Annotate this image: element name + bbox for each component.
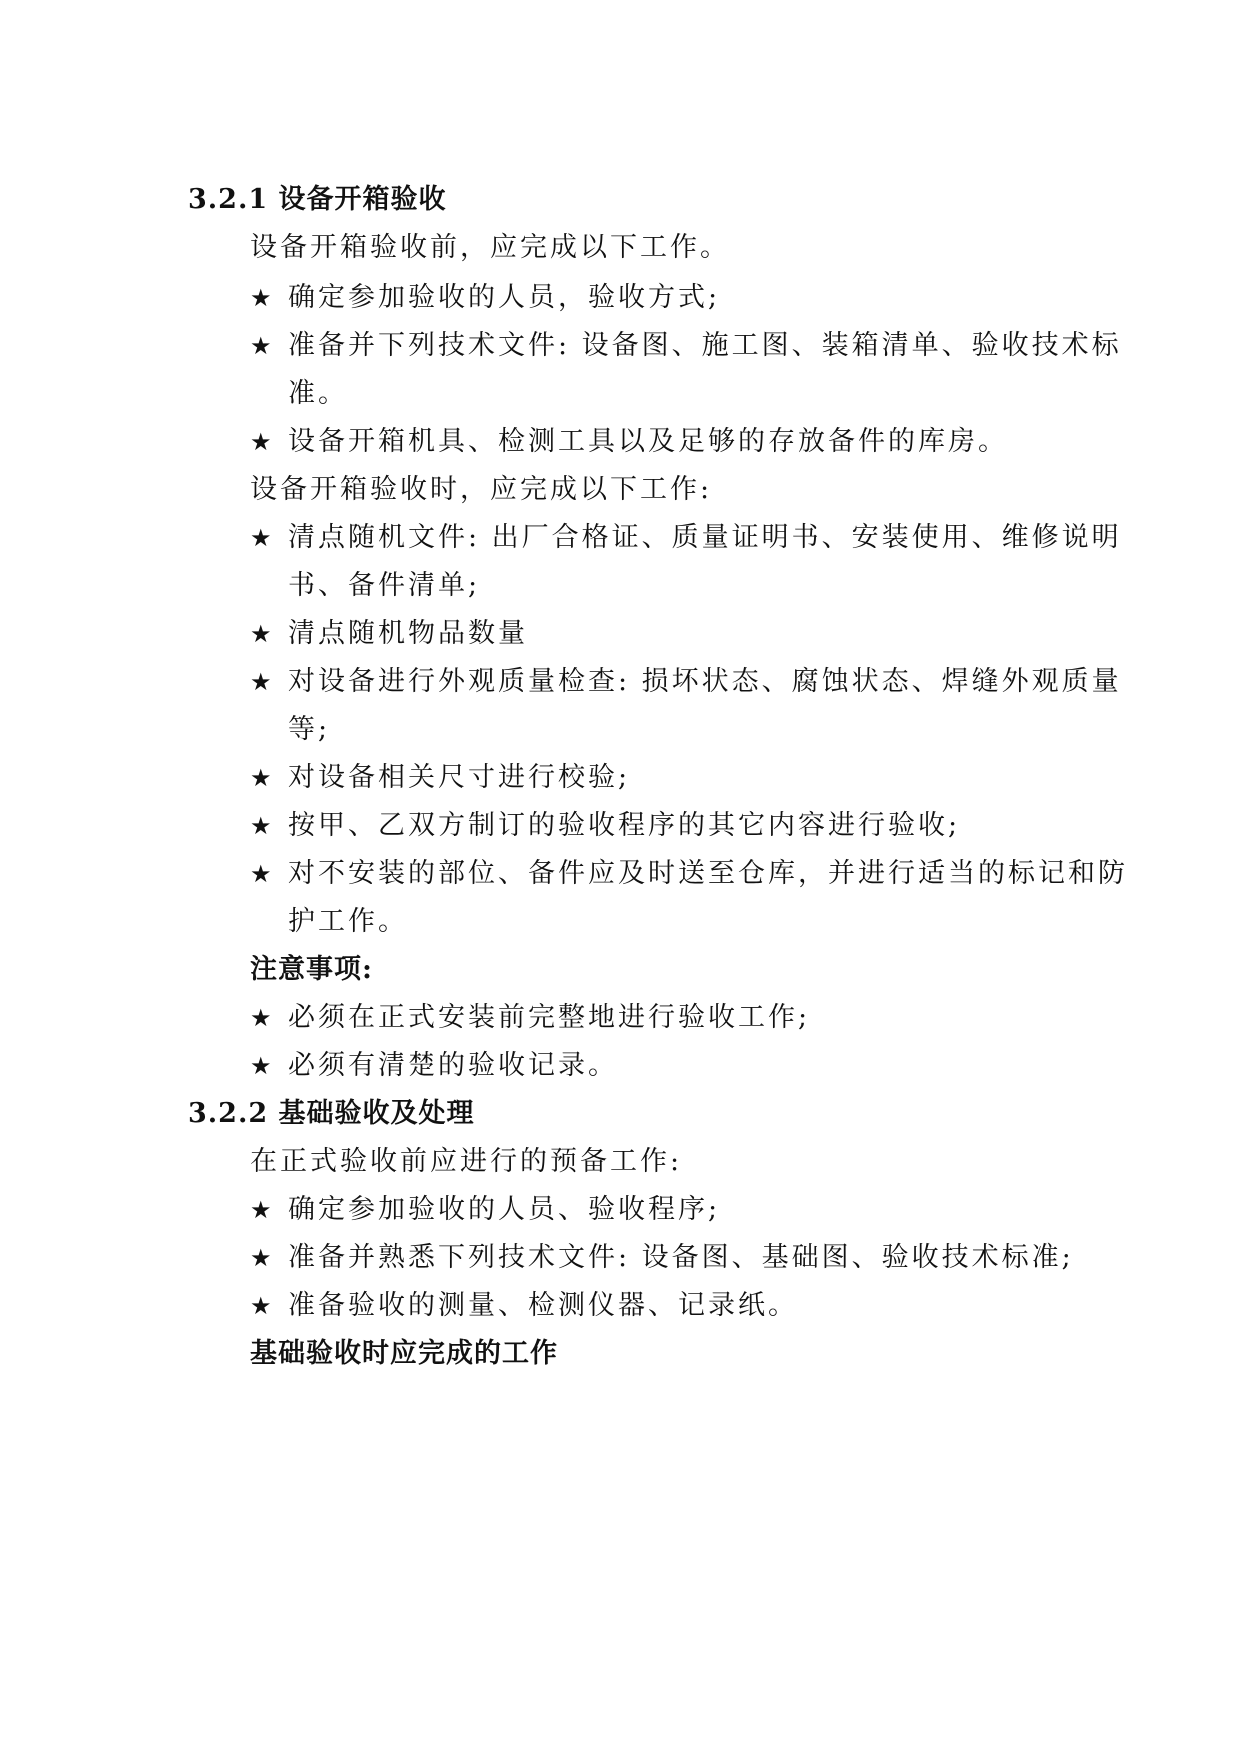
list-item: [250, 328, 1122, 364]
section-heading-3-2-1: 3.2.1 设备开箱验收: [188, 184, 447, 215]
intro-during-unboxing: 设备开箱验收时，应完成以下工作:: [250, 474, 713, 505]
star-bullet-icon: ★: [250, 764, 272, 792]
list-item-text: 对设备相关尺寸进行校验;: [288, 762, 631, 793]
star-bullet-icon: ★: [250, 1052, 272, 1080]
list-item: [250, 1048, 618, 1084]
section-heading-3-2-2: 3.2.2 基础验收及处理: [188, 1098, 475, 1129]
star-bullet-icon: ★: [250, 668, 272, 696]
list-item-text: 必须在正式安装前完整地进行验收工作;: [288, 1002, 811, 1033]
list-item-text: 对设备进行外观质量检查: 损坏状态、腐蚀状态、焊缝外观质量: [288, 666, 1122, 697]
list-item: [250, 424, 1008, 460]
list-item-text: 对不安装的部位、备件应及时送至仓库，并进行适当的标记和防: [288, 858, 1128, 889]
list-item: [250, 280, 720, 316]
star-bullet-icon: ★: [250, 620, 272, 648]
list-item-text: 设备开箱机具、检测工具以及足够的存放备件的库房。: [288, 426, 1008, 457]
list-item-text: 清点随机物品数量: [288, 618, 528, 649]
list-item: [250, 520, 1122, 556]
list-item-text: 按甲、乙双方制订的验收程序的其它内容进行验收;: [288, 810, 961, 841]
list-item: [250, 1240, 1074, 1276]
list-item-text: 必须有清楚的验收记录。: [288, 1050, 618, 1081]
star-bullet-icon: ★: [250, 1004, 272, 1032]
list-item: [250, 856, 1128, 892]
list-item-continuation: 护工作。: [288, 906, 408, 937]
notes-title: 注意事项:: [250, 954, 373, 985]
list-item-text: 清点随机文件: 出厂合格证、质量证明书、安装使用、维修说明: [288, 522, 1122, 553]
list-item-continuation: 等;: [288, 714, 331, 745]
star-bullet-icon: ★: [250, 812, 272, 840]
star-bullet-icon: ★: [250, 1244, 272, 1272]
star-bullet-icon: ★: [250, 860, 272, 888]
star-bullet-icon: ★: [250, 428, 272, 456]
list-item-text: 准备并下列技术文件: 设备图、施工图、装箱清单、验收技术标: [288, 330, 1122, 361]
star-bullet-icon: ★: [250, 1292, 272, 1320]
list-item: [250, 1192, 720, 1228]
list-item-text: 确定参加验收的人员，验收方式;: [288, 282, 721, 313]
list-item: [250, 808, 960, 844]
list-item: [250, 1288, 798, 1324]
star-bullet-icon: ★: [250, 284, 272, 312]
list-item-text: 确定参加验收的人员、验收程序;: [288, 1194, 721, 1225]
list-item-text: 准备并熟悉下列技术文件: 设备图、基础图、验收技术标准;: [288, 1242, 1074, 1273]
intro-foundation-prep: 在正式验收前应进行的预备工作:: [250, 1146, 683, 1177]
star-bullet-icon: ★: [250, 1196, 272, 1224]
list-item-continuation: 准。: [288, 378, 348, 409]
list-item-text: 准备验收的测量、检测仪器、记录纸。: [288, 1290, 798, 1321]
list-item: [250, 760, 630, 796]
star-bullet-icon: ★: [250, 332, 272, 360]
list-item: [250, 1000, 810, 1036]
list-item: [250, 616, 528, 652]
foundation-acceptance-subheading: 基础验收时应完成的工作: [250, 1338, 558, 1369]
list-item: [250, 664, 1122, 700]
list-item-continuation: 书、备件清单;: [288, 570, 481, 601]
star-bullet-icon: ★: [250, 524, 272, 552]
intro-before-unboxing: 设备开箱验收前，应完成以下工作。: [250, 232, 730, 263]
